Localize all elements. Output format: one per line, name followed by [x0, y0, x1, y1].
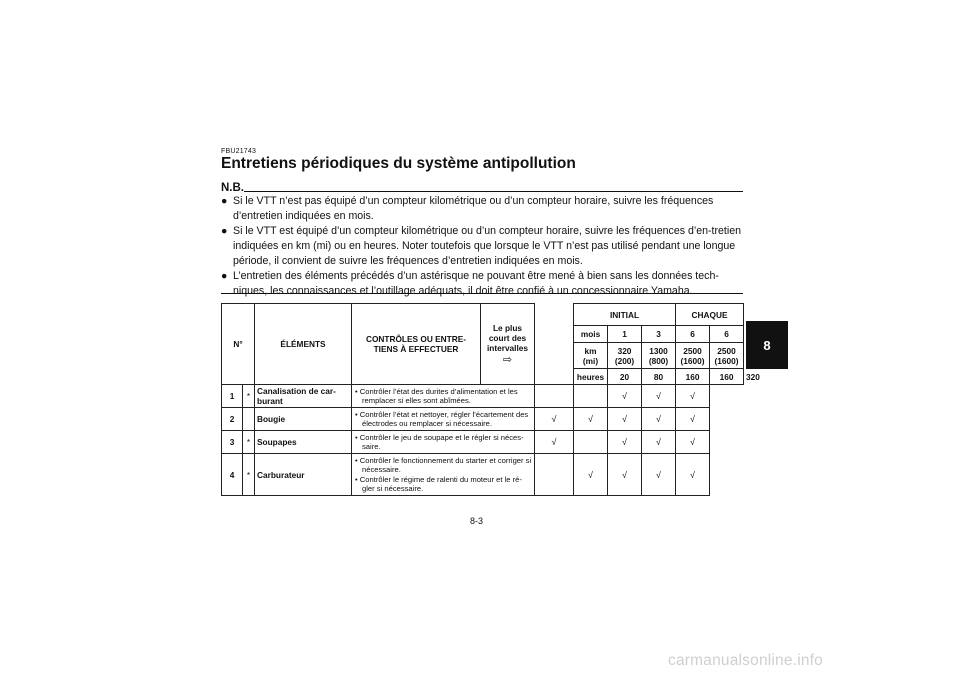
km-value: 320 (200)	[608, 343, 642, 369]
note-label: N.B.	[221, 182, 244, 194]
check-cell: √	[608, 431, 642, 454]
hours-value: 80	[642, 369, 676, 385]
hours-value: 20	[608, 369, 642, 385]
row-number: 1	[222, 385, 243, 408]
check-text: Contrôler le régime de ralenti du moteur et le ré-gler si nécessaire.	[359, 474, 522, 493]
row-number: 4	[222, 454, 243, 496]
unit-months-label: mois	[574, 326, 608, 343]
km-value: 2500 (1600)	[676, 343, 710, 369]
note-item	[221, 269, 743, 299]
hours-value: 160	[710, 369, 744, 385]
check-cell	[574, 431, 608, 454]
check-cell: √	[642, 431, 676, 454]
check-cell: √	[676, 385, 710, 408]
check-cell	[574, 385, 608, 408]
months-value: 6	[710, 326, 744, 343]
check-cell: √	[642, 385, 676, 408]
row-number: 2	[222, 408, 243, 431]
check-text: Contrôler le fonctionnement du starter et corriger si nécessaire.	[359, 455, 532, 474]
header-interval-text: Le plus court des intervalles	[486, 323, 529, 353]
check-cell	[535, 385, 574, 408]
bullet-icon: •	[355, 474, 358, 484]
km-value: 2500 (1600)	[710, 343, 744, 369]
check-cell: √	[642, 454, 676, 496]
bullet-icon: •	[355, 432, 358, 442]
check-cell: √	[608, 385, 642, 408]
note-text: L’entretien des éléments précédés d’un astérisque ne pouvant être mené à bien sans les données tech-niques, les connaissances et l’outillage adéquats, il doit être confié à un concessionnaire Yamaha.	[233, 270, 719, 297]
watermark-text: carmanualsonline.info	[668, 652, 823, 669]
table-row	[222, 385, 744, 408]
row-checks	[352, 385, 535, 408]
unit-km-label: km (mi)	[574, 343, 608, 369]
table-row	[222, 454, 744, 496]
check-cell: √	[535, 408, 574, 431]
check-text: Contrôler l’état et nettoyer, régler l’écartement des électrodes ou remplacer si nécessaire.	[359, 409, 529, 428]
months-value: 6	[676, 326, 710, 343]
arrow-right-icon: ⇨	[502, 354, 513, 366]
row-star	[243, 408, 255, 431]
row-item: Carburateur	[255, 454, 352, 496]
note-item	[221, 194, 743, 224]
header-unit-gap	[535, 304, 574, 385]
check-cell: √	[642, 408, 676, 431]
table-row	[222, 431, 744, 454]
km-value: 1300 (800)	[642, 343, 676, 369]
row-star: *	[243, 385, 255, 408]
check-text: Contrôler l’état des durites d’alimentation et les remplacer si elles sont abîmées.	[359, 386, 518, 405]
check-cell: √	[676, 454, 710, 496]
check-cell: √	[676, 408, 710, 431]
unit-hours-label: heures	[574, 369, 608, 385]
row-checks	[352, 454, 535, 496]
bullet-icon: •	[355, 386, 358, 396]
row-item: Soupapes	[255, 431, 352, 454]
table-row	[222, 408, 744, 431]
header-interval	[481, 304, 535, 385]
note-list	[221, 194, 743, 299]
row-item: Bougie	[255, 408, 352, 431]
note-rule	[244, 191, 743, 192]
months-value: 1	[608, 326, 642, 343]
row-star: *	[243, 431, 255, 454]
document-code: FBU21743	[221, 148, 257, 155]
header-items: ÉLÉMENTS	[255, 304, 352, 385]
check-cell: √	[608, 454, 642, 496]
check-cell	[535, 454, 574, 496]
header-every: CHAQUE	[676, 304, 744, 326]
page-number: 8-3	[470, 516, 484, 526]
check-cell: √	[535, 431, 574, 454]
chapter-tab: 8	[746, 321, 788, 369]
row-checks	[352, 431, 535, 454]
section-divider	[221, 293, 743, 294]
page-title: Entretiens périodiques du système antipollution	[221, 155, 576, 172]
row-star: *	[243, 454, 255, 496]
check-cell: √	[676, 431, 710, 454]
months-value: 3	[642, 326, 676, 343]
bullet-icon: •	[355, 409, 358, 419]
row-item: Canalisation de car-burant	[255, 385, 352, 408]
check-cell: √	[574, 408, 608, 431]
check-text: Contrôler le jeu de soupape et le régler si néces-saire.	[359, 432, 524, 451]
maintenance-table: N° ÉLÉMENTS CONTRÔLES OU ENTRE-TIENS À EFFECTUER Le plus court des intervalles ⇨ INITIAL CHAQUE mois 1 3 6 6 km (mi) 320 (200) 1300 (800) 2500 (1600) 2500 (1600) heures 20 80 160 160 320 1 * Canalisation de car-burant • Contrôler l’état des durites d’alimentation et les remplacer si elles sont abîmées. √ √ √ 2 Bougie • Contrôler l’état et nettoyer, régler l’écartement des électrodes ou remplacer si nécessaire. √ √ √ √ √ 3 * Soupapes • Contrôler le jeu de soupape et le régler si néces-saire. √ √ √ √ 4 * Carburateur • Contrôler le fonctionnement du starter et corriger si nécessaire. • Contrôler le régime de ralenti du moteur et le ré-gler si nécessaire. √ √ √ √	[221, 303, 744, 496]
note-text: Si le VTT est équipé d’un compteur kilométrique ou d’un compteur horaire, suivre les fréquences d’en-tretien indiquées en km (mi) ou en heures. Noter toutefois que lorsque le VTT n’est pas utilisé pendant une longue période, il convient de suivre les fréquences d’entretien indiquées en mois.	[233, 225, 741, 267]
bullet-icon: ●	[221, 225, 228, 237]
header-checks: CONTRÔLES OU ENTRE-TIENS À EFFECTUER	[352, 304, 481, 385]
note-item	[221, 224, 743, 269]
hours-value: 160	[676, 369, 710, 385]
check-cell: √	[608, 408, 642, 431]
row-checks	[352, 408, 535, 431]
row-number: 3	[222, 431, 243, 454]
check-cell: √	[574, 454, 608, 496]
note-text: Si le VTT n’est pas équipé d’un compteur kilométrique ou d’un compteur horaire, suivre les fréquences d’entretien indiquées en mois.	[233, 195, 714, 222]
header-initial: INITIAL	[574, 304, 676, 326]
bullet-icon: •	[355, 455, 358, 465]
header-number: N°	[222, 304, 255, 385]
bullet-icon: ●	[221, 270, 228, 282]
bullet-icon: ●	[221, 195, 228, 207]
